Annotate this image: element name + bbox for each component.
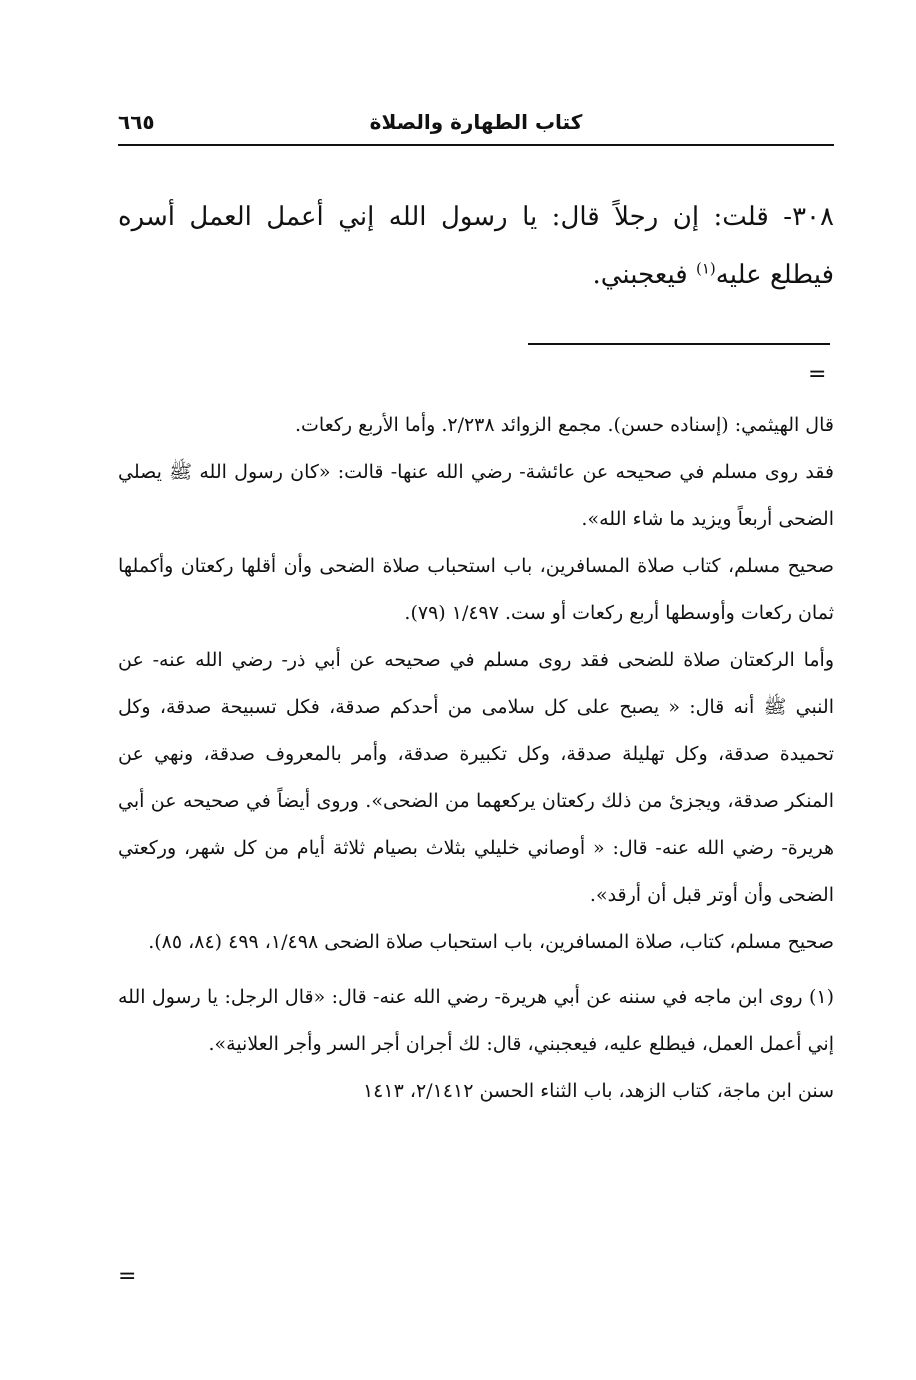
footnote-1-source: سنن ابن ماجة، كتاب الزهد، باب الثناء الحسن ٢/١٤١٢، ١٤١٣ [362, 1080, 834, 1102]
footnote-separator [528, 343, 830, 345]
note-paragraph-2: فقد روى مسلم في صحيحه عن عائشة- رضي الله عنها- قالت: «كان رسول الله ﷺ يصلي الضحى أربعاً ويزيد ما شاء الله». [118, 461, 834, 530]
header-title: كتاب الطهارة والصلاة [369, 110, 583, 134]
notes-section [118, 402, 834, 1115]
footnote-reference[interactable]: (١) [696, 259, 716, 278]
continuation-mark-bottom: = [118, 1264, 137, 1289]
note-paragraph-1: قال الهيثمي: (إسناده حسن). مجمع الزوائد ٢/٢٣٨. وأما الأربع ركعات. [294, 414, 834, 436]
continuation-mark-top: = [808, 362, 827, 387]
note-paragraph-3: صحيح مسلم، كتاب صلاة المسافرين، باب استحباب صلاة الضحى وأن أقلها ركعتان وأكملها ثمان ركعات وأوسطها أربع ركعات أو ست. ١/٤٩٧ (٧٩). [118, 555, 834, 624]
page-number: ٦٦٥ [118, 110, 155, 134]
footnote-1-text: (١) روى ابن ماجه في سننه عن أبي هريرة- رضي الله عنه- قال: «قال الرجل: يا رسول الله إني أعمل العمل، فيطلع عليه، فيعجبني، قال: لك أجران أجر السر وأجر العلانية». [118, 986, 834, 1055]
note-paragraph-5: صحيح مسلم، كتاب، صلاة المسافرين، باب استحباب صلاة الضحى ١/٤٩٨، ٤٩٩ (٨٤، ٨٥). [148, 931, 834, 953]
main-text-end: فيعجبني. [592, 260, 696, 290]
page-header [118, 104, 834, 140]
header-rule [118, 144, 834, 146]
main-paragraph [118, 188, 834, 304]
note-paragraph-4: وأما الركعتان صلاة للضحى فقد روى مسلم في صحيحه عن أبي ذر- رضي الله عنه- عن النبي ﷺ أنه قال: « يصبح على كل سلامى من أحدكم صدقة، فكل تسبيحة صدقة، وكل تحميدة صدقة، وكل تهليلة صدقة، وكل تكبيرة صدقة، وأمر بالمعروف صدقة، ونهي عن المنكر صدقة، ويجزئ من ذلك ركعتان يركعهما من الضحى». وروى أيضاً في صحيحه عن أبي هريرة- رضي الله عنه- قال: « أوصاني خليلي بثلاث بصيام ثلاثة أيام من كل شهر، وركعتي الضحى وأن أوتر قبل أن أرقد». [118, 649, 834, 906]
main-text: ٣٠٨- قلت: إن رجلاً قال: يا رسول الله إني أعمل العمل أسره فيطلع عليه [118, 202, 834, 290]
